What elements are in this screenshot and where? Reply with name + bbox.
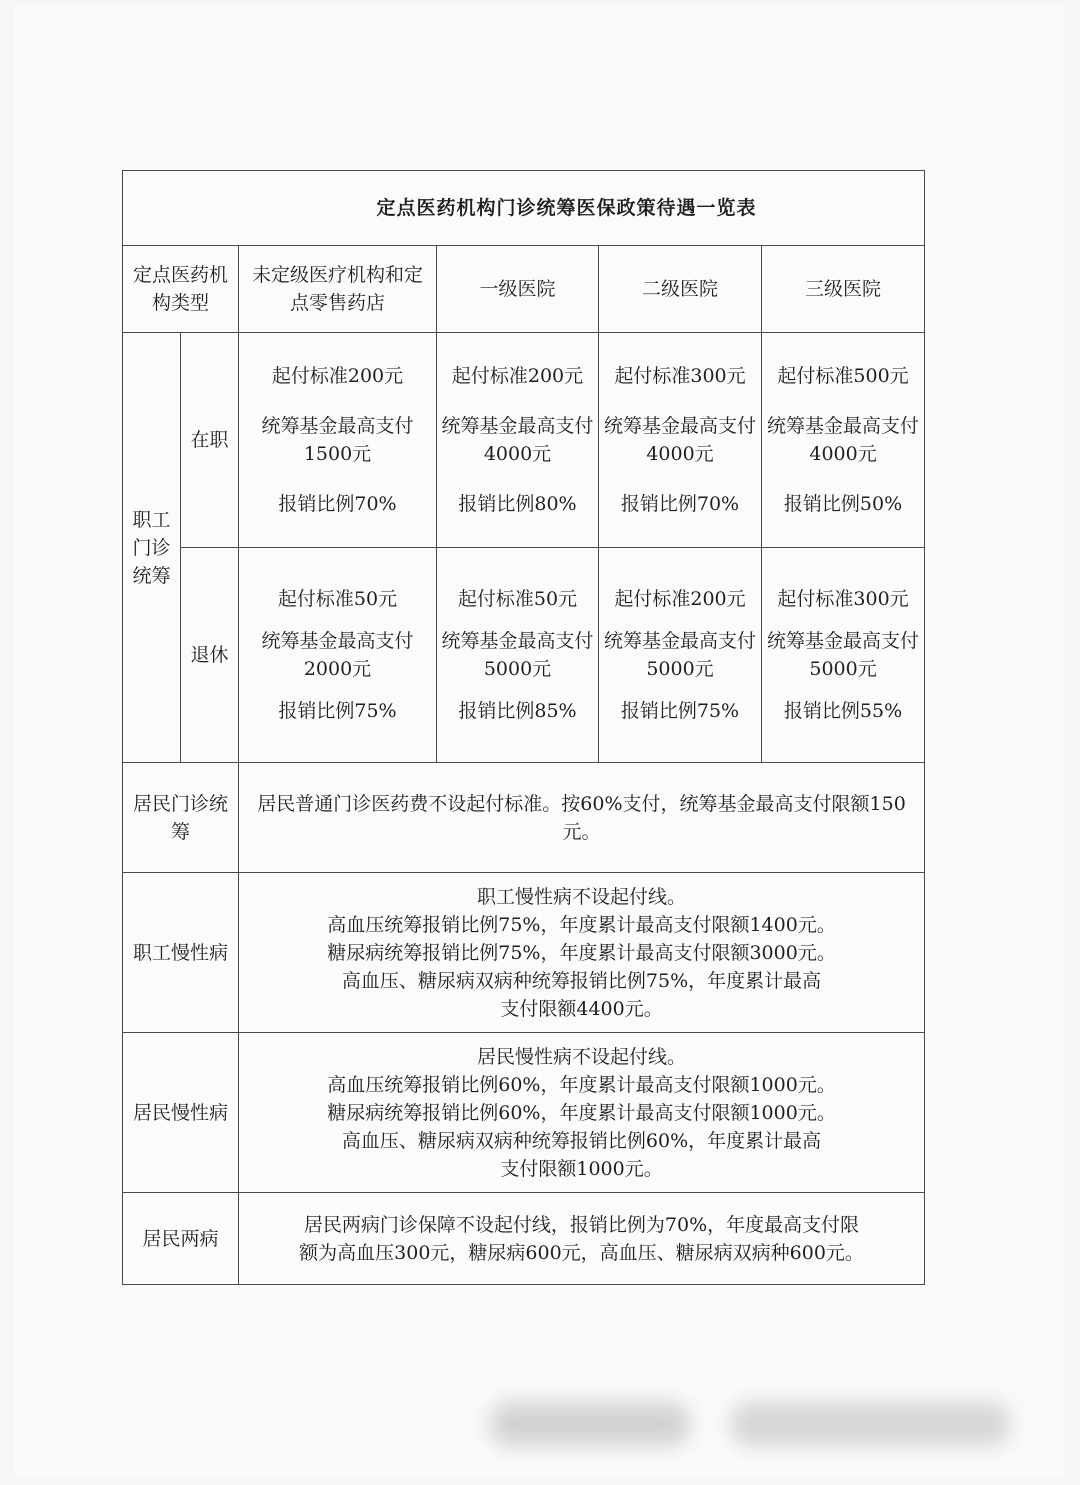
active-cell-level3 — [762, 333, 925, 548]
employee-chronic-line: 职工慢性病不设起付线。 — [477, 885, 687, 908]
redacted-region-footer-left — [490, 1402, 690, 1446]
max-pay-text: 统筹基金最高支付4000元 — [603, 415, 756, 465]
employee-chronic-line: 高血压、糖尿病双病种统筹报销比例75%，年度累计最高 — [341, 969, 822, 992]
resident-two-diseases-text — [239, 1193, 925, 1285]
resident-chronic-line: 糖尿病统筹报销比例60%，年度累计最高支付限额1000元。 — [327, 1101, 836, 1124]
employee-section-label: 职工门诊统筹 — [123, 333, 181, 763]
deductible-text: 起付标准300元 — [614, 365, 746, 387]
retired-cell-level2 — [599, 548, 762, 763]
resident-outpatient-text: 居民普通门诊医药费不设起付标准。按60%支付，统筹基金最高支付限额150元。 — [239, 763, 925, 873]
max-pay-text: 统筹基金最高支付4000元 — [441, 415, 594, 465]
ratio-text: 报销比例80% — [458, 493, 577, 515]
retired-cell-unrated — [239, 548, 437, 763]
resident-chronic-line: 支付限额1000元。 — [500, 1157, 663, 1180]
max-pay-text: 统筹基金最高支付5000元 — [767, 630, 920, 680]
policy-table — [122, 170, 925, 1285]
header-col-level2: 二级医院 — [599, 246, 762, 333]
deductible-text: 起付标准200元 — [614, 588, 746, 610]
deductible-text: 起付标准50元 — [277, 588, 398, 610]
employee-chronic-line: 糖尿病统筹报销比例75%，年度累计最高支付限额3000元。 — [327, 941, 836, 964]
ratio-text: 报销比例75% — [620, 700, 740, 722]
max-pay-text: 统筹基金最高支付2000元 — [261, 630, 414, 680]
ratio-text: 报销比例50% — [783, 493, 903, 515]
active-label: 在职 — [181, 333, 239, 548]
active-cell-level2 — [599, 333, 762, 548]
retired-cell-level3 — [762, 548, 925, 763]
ratio-text: 报销比例70% — [278, 493, 397, 515]
employee-chronic-line: 高血压统筹报销比例75%，年度累计最高支付限额1400元。 — [327, 913, 836, 936]
retired-label: 退休 — [181, 548, 239, 763]
deductible-text: 起付标准50元 — [457, 588, 578, 610]
max-pay-text: 统筹基金最高支付5000元 — [441, 630, 594, 680]
header-col-level3: 三级医院 — [762, 246, 925, 333]
header-col-unrated: 未定级医疗机构和定点零售药店 — [239, 246, 437, 333]
deductible-text: 起付标准200元 — [271, 365, 404, 387]
ratio-text: 报销比例70% — [620, 493, 740, 515]
header-col-level1: 一级医院 — [437, 246, 599, 333]
active-cell-unrated — [239, 333, 437, 548]
employee-chronic-text — [239, 873, 925, 1033]
deductible-text: 起付标准300元 — [777, 588, 909, 610]
ratio-text: 报销比例55% — [783, 700, 903, 722]
resident-chronic-text — [239, 1033, 925, 1193]
retired-cell-level1 — [437, 548, 599, 763]
resident-two-diseases-line: 居民两病门诊保障不设起付线，报销比例为70%，年度最高支付限 — [303, 1213, 860, 1236]
deductible-text: 起付标准500元 — [777, 365, 909, 387]
resident-chronic-label: 居民慢性病 — [123, 1033, 239, 1193]
table-title: 定点医药机构门诊统筹医保政策待遇一览表 — [123, 171, 925, 246]
employee-chronic-label: 职工慢性病 — [123, 873, 239, 1033]
max-pay-text: 统筹基金最高支付4000元 — [767, 415, 920, 465]
max-pay-text: 统筹基金最高支付5000元 — [603, 630, 756, 680]
max-pay-text: 统筹基金最高支付1500元 — [261, 415, 414, 465]
header-type-label: 定点医药机构类型 — [123, 246, 239, 333]
resident-two-diseases-line: 额为高血压300元，糖尿病600元，高血压、糖尿病双病种600元。 — [299, 1241, 864, 1264]
resident-chronic-line: 高血压统筹报销比例60%，年度累计最高支付限额1000元。 — [327, 1073, 836, 1096]
resident-chronic-line: 高血压、糖尿病双病种统筹报销比例60%，年度累计最高 — [341, 1129, 822, 1152]
ratio-text: 报销比例85% — [458, 700, 577, 722]
redacted-region-footer-right — [730, 1402, 1010, 1446]
ratio-text: 报销比例75% — [278, 700, 397, 722]
resident-outpatient-label: 居民门诊统筹 — [123, 763, 239, 873]
resident-chronic-line: 居民慢性病不设起付线。 — [477, 1045, 687, 1068]
employee-chronic-line: 支付限额4400元。 — [500, 997, 663, 1020]
resident-two-diseases-label: 居民两病 — [123, 1193, 239, 1285]
deductible-text: 起付标准200元 — [451, 365, 584, 387]
active-cell-level1 — [437, 333, 599, 548]
